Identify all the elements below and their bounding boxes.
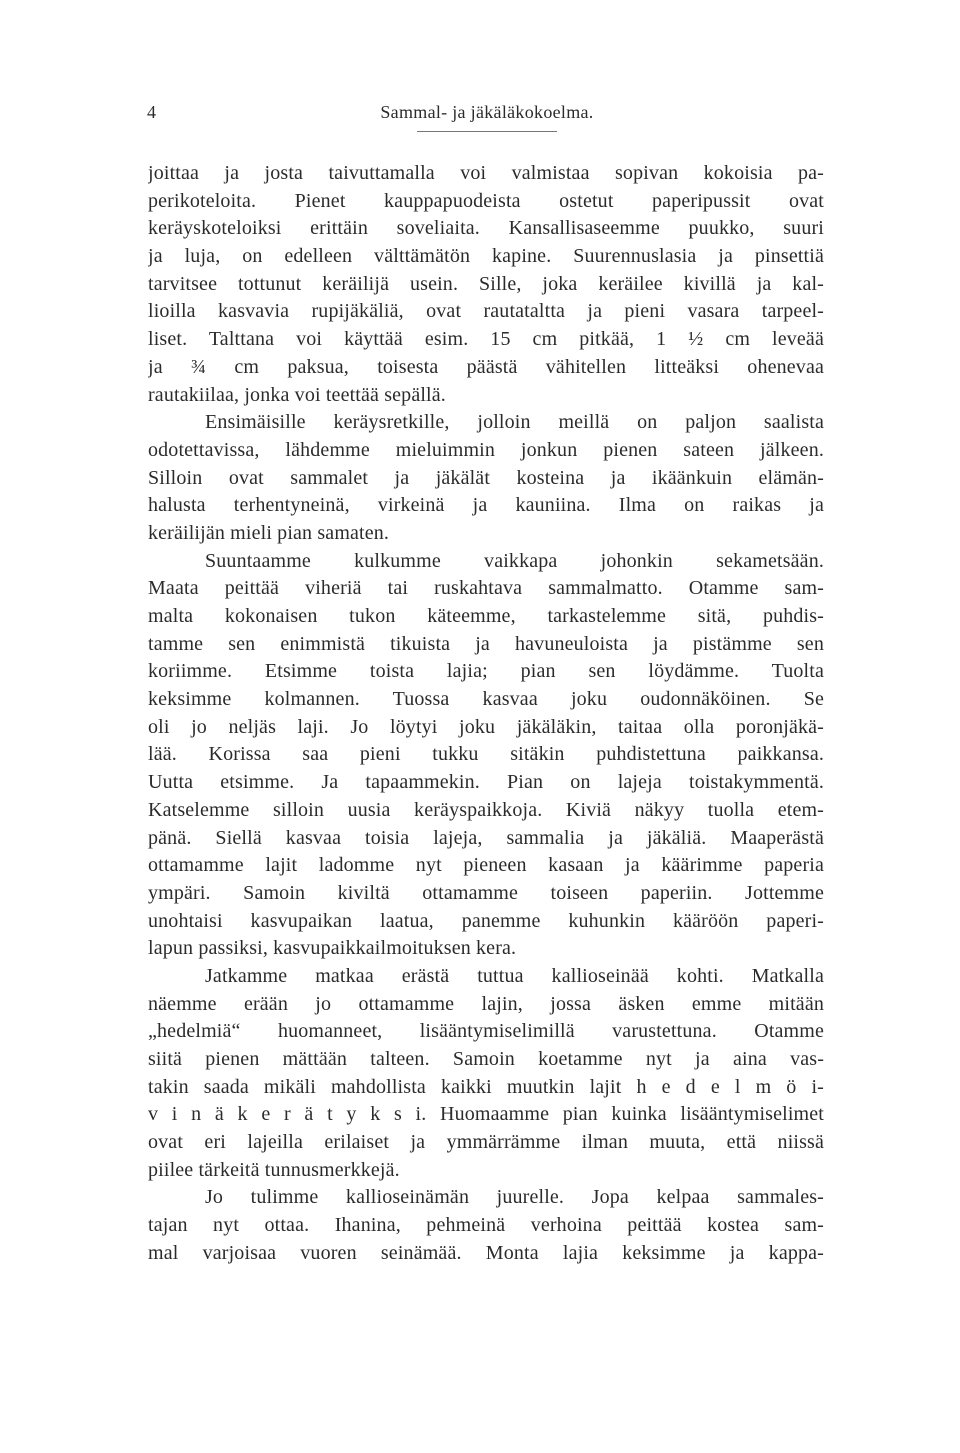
text-line: ja ¾ cm paksua, toisesta päästä vähitellen litteäksi ohenevaa	[148, 355, 824, 378]
text-line: siitä pienen mättään talteen. Samoin koetamme nyt ja aina vas-	[148, 1048, 824, 1070]
text-line: „hedelmiä“ huomanneet, lisääntymiselimillä varustettuna. Otamme	[148, 1020, 824, 1043]
text-line: lää. Korissa saa pieni tukku sitäkin puhdistettuna paikkansa.	[148, 743, 824, 766]
page-number: 4	[147, 102, 156, 122]
running-title: Sammal- ja jäkäläkokoelma.	[380, 102, 594, 122]
text-line: halusta terhentyneinä, virkeinä ja kauniina. Ilma on raikas ja	[148, 494, 824, 517]
text-line: joittaa ja josta taivuttamalla voi valmistaa sopivan kokoisia pa-	[148, 162, 824, 184]
text-line: oli jo neljäs laji. Jo löytyi joku jäkäläkin, taitaa olla poronjäkä-	[148, 715, 824, 738]
text-line: ja luja, on edelleen välttämätön kapine. Suurennuslasia ja pinsettiä	[148, 245, 824, 268]
text-line: tamme sen enimmistä tikuista ja havuneuloista ja pistämme sen	[148, 632, 824, 655]
text-line: ottamamme lajit ladomme nyt pieneen kasaan ja käärimme paperia	[148, 854, 824, 877]
text-line: Uutta etsimme. Ja tapaammekin. Pian on lajeja toistakymmentä.	[148, 771, 824, 794]
text-line: ovat eri lajeilla erilaiset ja ymmärrämme ilman muuta, että niissä	[148, 1131, 824, 1154]
page-header	[147, 98, 827, 134]
text-line: Jo tulimme kallioseinämän juurelle. Jopa kelpaa sammales-	[205, 1186, 824, 1209]
text-line: lapun passiksi, kasvupaikkailmoituksen kera.	[148, 937, 517, 960]
text-line: odotettavissa, lähdemme mieluimmin jonkun pienen sateen jälkeen.	[148, 438, 824, 461]
text-line: liset. Talttana voi käyttää esim. 15 cm pitkää, 1 ½ cm leveää	[148, 328, 824, 351]
header-rule	[417, 131, 557, 132]
text-line: koriimme. Etsimme toista lajia; pian sen löydämme. Tuolta	[148, 660, 824, 683]
text-line: perikoteloita. Pienet kauppapuodeista ostetut paperipussit ovat	[148, 189, 824, 212]
text-line: pänä. Siellä kasvaa toisia lajeja, sammalia ja jäkäliä. Maaperästä	[148, 826, 824, 849]
text-line: tarvitsee tottunut keräilijä usein. Sille, joka keräilee kivillä ja kal-	[148, 272, 824, 295]
text-line: malta kokonaisen tukon käteemme, tarkastelemme sitä, puhdis-	[148, 605, 824, 627]
text-line: Katselemme silloin uusia keräyspaikkoja. Kiviä näkyy tuolla etem-	[148, 798, 824, 821]
text-line: rautakiilaa, jonka voi teettää sepällä.	[148, 383, 446, 406]
text-line: Suuntaamme kulkumme vaikkapa johonkin sekametsään.	[205, 549, 824, 572]
body-text	[148, 160, 824, 1268]
text-line: keksimme kolmannen. Tuossa kasvaa joku oudonnäköinen. Se	[148, 688, 824, 711]
text-line: piilee tärkeitä tunnusmerkkejä.	[148, 1158, 400, 1181]
text-line: tajan nyt ottaa. Ihanina, pehmeinä verhoina peittää kostea sam-	[148, 1214, 824, 1237]
text-line: näemme erään jo ottamamme lajin, jossa äsken emme mitään	[148, 992, 824, 1015]
text-line: unohtaisi kasvupaikan laatua, panemme kuhunkin kääröön paperi-	[148, 909, 824, 932]
text-line: Maata peittää viheriä tai ruskahtava sammalmatto. Otamme sam-	[148, 577, 824, 600]
text-line: ympäri. Samoin kiviltä ottamamme toiseen paperiin. Jottemme	[148, 881, 824, 904]
text-line: Silloin ovat sammalet ja jäkälät kosteina ja ikäänkuin elämän-	[148, 466, 824, 489]
text-line: keräilijän mieli pian samaten.	[148, 521, 390, 544]
text-line: v i n ä k e r ä t y k s i. Huomaamme pian kuinka lisääntymiselimet	[148, 1103, 824, 1126]
text-line: keräyskoteloiksi erittäin soveliaita. Kansallisaseemme puukko, suuri	[148, 217, 824, 240]
text-line: takin saada mikäli mahdollista kaikki muutkin lajit h e d e l m ö i-	[148, 1075, 824, 1098]
text-line: lioilla kasvavia rupijäkäliä, ovat rautataltta ja pieni vasara tarpeel-	[148, 300, 824, 323]
text-line: Ensimäisille keräysretkille, jolloin meillä on paljon saalista	[205, 411, 824, 434]
text-line: mal varjoisaa vuoren seinämää. Monta lajia keksimme ja kappa-	[148, 1241, 824, 1264]
text-line: Jatkamme matkaa erästä tuttua kallioseinää kohti. Matkalla	[205, 964, 824, 987]
